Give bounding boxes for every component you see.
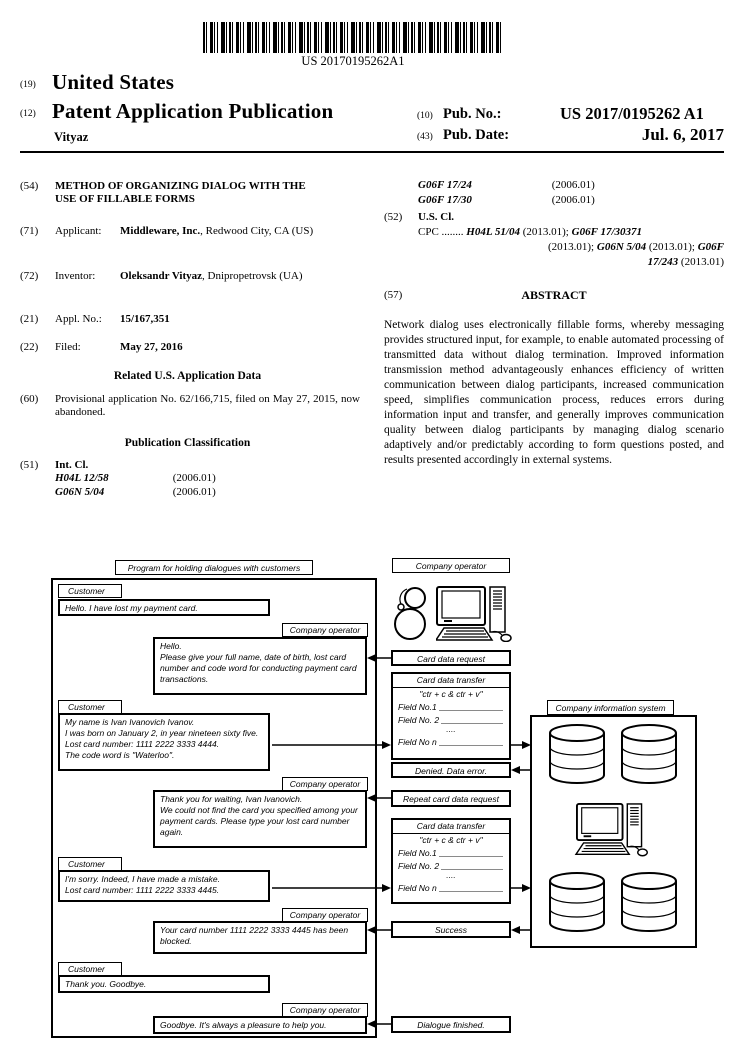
database-icon (622, 725, 676, 783)
pub-date-label: Pub. Date: (443, 127, 510, 143)
us-cl-label: U.S. Cl. (418, 211, 455, 223)
dialog-message: Hello. I have lost my payment card. (58, 599, 270, 616)
arrow-transfer-2-to-info-system (511, 884, 531, 892)
dialog-message: Goodbye. It's always a pleasure to help you. (153, 1016, 367, 1034)
transfer-field: Field No. 2 (398, 715, 440, 725)
cpc-line (418, 256, 724, 269)
cpc-text: (2013.01); (519, 226, 572, 238)
flow-box-card-data-transfer-2 (391, 818, 511, 904)
country-name: United States (52, 70, 175, 94)
transfer-header: Card data transfer (393, 674, 509, 688)
applicant-row (20, 225, 362, 238)
flow-box-card-data-request: Card data request (391, 650, 511, 666)
speaker-tab: Company operator (282, 623, 368, 637)
dialog-message: Hello. Please give your full name, date of birth, lost card number and code word for conducting payment card transactions. (153, 637, 367, 695)
provisional-text: Provisional application No. 62/166,715, filed on May 27, 2015, now abandoned. (55, 393, 360, 418)
filed-label: Filed: (55, 341, 81, 353)
operator-title: Company operator (392, 558, 510, 573)
transfer-header: Card data transfer (393, 820, 509, 834)
database-icon (622, 873, 676, 931)
ref-21: (21) (20, 313, 39, 325)
transfer-field: Field No.1 (398, 848, 437, 858)
cpc-code: G06N 5/04 (596, 241, 647, 253)
class-code: H04L 12/58 (55, 472, 109, 484)
pub-no-label: Pub. No.: (443, 106, 502, 122)
cpc-line (418, 241, 724, 254)
title-row (20, 180, 362, 206)
cpc-code: G06F (697, 241, 724, 253)
cpc-text: (2013.01) (678, 256, 724, 268)
ref-12: (12) (20, 109, 36, 119)
applicant-label: Applicant: (55, 225, 102, 237)
pub-no-value: US 2017/0195262 A1 (560, 104, 704, 123)
appl-no-label: Appl. No.: (55, 313, 102, 325)
dialog-message: I'm sorry. Indeed, I have made a mistake. Lost card number: 1111 2222 3333 4445. (58, 870, 270, 902)
cpc-code: H04L 51/04 (466, 226, 520, 238)
ref-43: (43) (417, 132, 433, 142)
ref-52: (52) (384, 211, 403, 223)
speaker-tab: Customer (58, 857, 122, 871)
class-code: G06F 17/24 (418, 179, 472, 191)
dialog-flow-diagram (0, 545, 744, 1062)
header-divider (20, 151, 724, 153)
class-code: G06F 17/30 (418, 194, 472, 206)
inventor-row (20, 270, 362, 283)
class-code: G06N 5/04 (55, 486, 105, 498)
flow-box-card-data-transfer-1 (391, 672, 511, 760)
flow-box-dialogue-finished: Dialogue finished. (391, 1016, 511, 1033)
transfer-field: Field No n (398, 737, 437, 747)
speaker-tab: Company operator (282, 908, 368, 922)
cpc-code: 17/243 (647, 256, 679, 268)
cpc-text: (2013.01); (547, 241, 597, 253)
cpc-text: (2013.01); (646, 241, 698, 253)
ref-54: (54) (20, 180, 39, 192)
cpc-line (418, 226, 724, 239)
dialog-message: My name is Ivan Ivanovich Ivanov. I was born on January 2, in year nineteen sixty five. Lost card number: 1111 2222 3333 4444. The code word is "Waterloo". (58, 713, 270, 771)
ref-19: (19) (20, 80, 36, 90)
database-icon (550, 725, 604, 783)
ref-72: (72) (20, 270, 39, 282)
flow-box-repeat-request: Repeat card data request (391, 790, 511, 807)
class-version: (2006.01) (551, 194, 595, 206)
arrow-info-system-to-denied (511, 766, 530, 774)
class-version: (2006.01) (172, 486, 216, 498)
info-system-graphics (530, 715, 697, 948)
transfer-field: Field No. 2 (398, 861, 440, 871)
speaker-tab: Customer (58, 584, 122, 598)
invention-title: METHOD OF ORGANIZING DIALOG WITH THE USE OF FILLABLE FORMS (55, 180, 306, 205)
arrow-transfer-1-to-info-system (511, 741, 531, 749)
operator-computer-icon (436, 586, 514, 642)
abstract-heading-row (384, 289, 724, 302)
inventor-location: , Dnipropetrovsk (UA) (202, 270, 303, 282)
ref-71: (71) (20, 225, 39, 237)
abstract-heading: ABSTRACT (521, 288, 587, 302)
speaker-tab: Company operator (282, 777, 368, 791)
provisional-row (20, 393, 362, 419)
transfer-ellipsis: .... (446, 870, 456, 880)
speaker-tab: Company operator (282, 1003, 368, 1017)
server-computer-icon (576, 804, 647, 856)
barcode (203, 22, 503, 53)
ref-10: (10) (417, 111, 433, 121)
filed-value: May 27, 2016 (120, 341, 183, 353)
int-cl-entry (418, 179, 595, 192)
us-cl-row (384, 211, 724, 224)
flow-box-success: Success (391, 921, 511, 938)
filed-row (20, 341, 362, 354)
int-cl-entry (55, 472, 216, 485)
int-cl-label: Int. Cl. (55, 459, 89, 471)
related-data-heading: Related U.S. Application Data (113, 370, 262, 382)
document-type: Patent Application Publication (52, 99, 334, 123)
ref-51: (51) (20, 459, 39, 471)
barcode-text: US 20170195262A1 (301, 54, 405, 68)
inventor-label: Inventor: (55, 270, 96, 282)
ref-60: (60) (20, 393, 39, 405)
dialog-message: Thank you. Goodbye. (58, 975, 270, 993)
flow-box-denied: Denied. Data error. (391, 762, 511, 778)
transfer-field: Field No n (398, 883, 437, 893)
biblio-right-column (384, 160, 724, 540)
class-version: (2006.01) (172, 472, 216, 484)
transfer-hotkeys: "ctr + c & ctr + v" (419, 689, 483, 699)
transfer-hotkeys: "ctr + c & ctr + v" (419, 835, 483, 845)
abstract-text: Network dialog uses electronically fillable forms, whereby messaging provides structured input, for example, to enable automated processing of transmitted data without dialog termination. Improved information transmission method advantageously enhances efficiency of written communication between dialog participants, increased communication speed, simplifies communication process, reduces errors during information input and transfer, and generally improves communication quality between dialog participants by managing dialog scenario adaptively and/or predictably according to form questions posted, and results presented accordingly in external systems. (384, 319, 724, 466)
operator-person-icon (393, 585, 431, 641)
applicant-location: , Redwood City, CA (US) (200, 225, 314, 237)
int-cl-row (20, 459, 362, 472)
ref-57: (57) (384, 289, 403, 301)
applicant-name: Middleware, Inc. (120, 225, 201, 237)
class-version: (2006.01) (551, 179, 595, 191)
arrow-info-system-to-success (511, 926, 530, 934)
cpc-text: CPC ........ (418, 226, 467, 238)
database-icon (550, 873, 604, 931)
info-system-title: Company information system (547, 700, 674, 715)
dialog-message: Thank you for waiting, Ivan Ivanovich. We could not find the card you specified among your payment cards. Please type your lost card number again. (153, 790, 367, 848)
pub-classification-heading: Publication Classification (124, 437, 251, 449)
cpc-code: G06F 17/30371 (571, 226, 643, 238)
program-title: Program for holding dialogues with customers (115, 560, 313, 575)
inventor-surname: Vityaz (54, 130, 89, 144)
dialog-message: Your card number 1111 2222 3333 4445 has been blocked. (153, 921, 367, 954)
appl-no-row (20, 313, 362, 326)
appl-no-value: 15/167,351 (120, 313, 170, 325)
transfer-field: Field No.1 (398, 702, 437, 712)
inventor-name: Oleksandr Vityaz (120, 270, 203, 282)
int-cl-entry (55, 486, 216, 499)
speaker-tab: Customer (58, 700, 122, 714)
speaker-tab: Customer (58, 962, 122, 976)
biblio-left-column (20, 160, 362, 540)
pub-date-value: Jul. 6, 2017 (641, 125, 724, 144)
ref-22: (22) (20, 341, 39, 353)
int-cl-entry (418, 194, 595, 207)
transfer-ellipsis: .... (446, 724, 456, 734)
